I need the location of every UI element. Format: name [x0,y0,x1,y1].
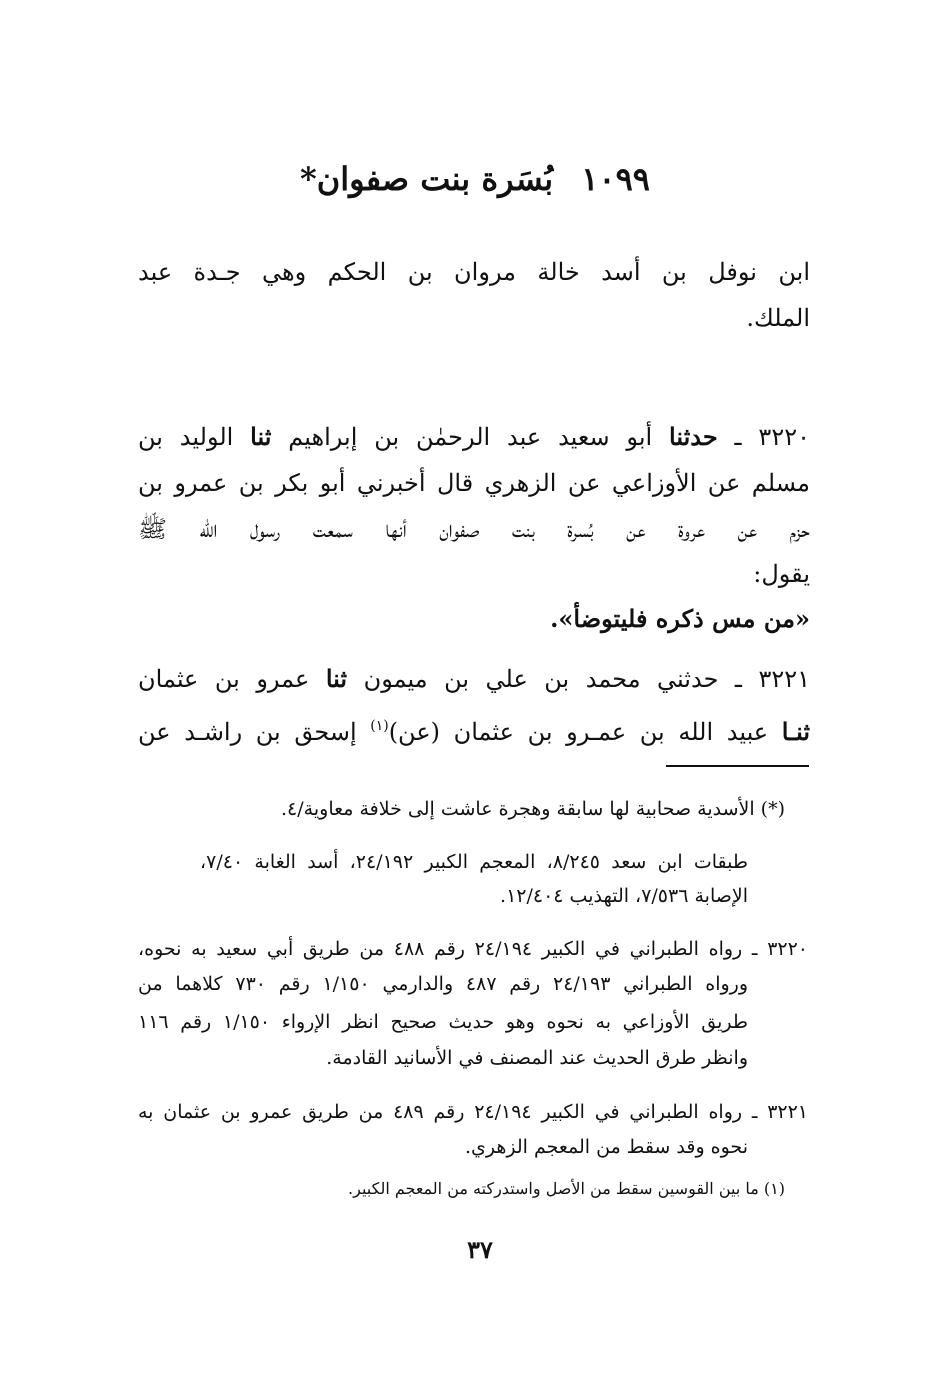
hadith-3221-text-2: عمرو بن عثمان [138,665,326,693]
hadith-3220-haddathana: حدثنا [669,422,718,451]
hadith-3220-matn: «من مس ذكره فليتوضأ». [550,604,810,633]
footnote-separator [666,765,809,767]
entry-name: بُسَرة بنت صفوان* [300,160,554,198]
footnote-sources-line-2: الإصابة ٧/٥٣٦، التهذيب ١٢/٤٠٤. [500,885,748,907]
footnote-1: (١) ما بين القوسين سقط من الأصل واستدركته من المعجم الكبير. [348,1179,785,1198]
footnote-star: (*) الأسدية صحابية لها سابقة وهجرة عاشت إلى خلافة معاوية/٤. [281,798,785,820]
footnote-marker-1: (١) [370,718,389,734]
page-number: ٣٧ [467,1235,493,1264]
footnote-3221-line-1: ٣٢٢١ ـ رواه الطبراني في الكبير ٢٤/١٩٤ رقم ٤٨٩ من طريق عمرو بن عثمان به [138,1101,809,1123]
hadith-3221-line-1 [138,664,810,694]
entry-number: ١٠٩٩ [581,160,650,198]
hadith-3220-line-1 [138,422,810,452]
intro-line-1: ابن نوفل بن أسد خالة مروان بن الحكم وهي جـدة عبد [138,258,810,286]
hadith-3221-text-4: إسحق بن راشـد عن [138,718,371,746]
hadith-3221-line-2 [138,711,810,747]
footnote-3220-line-3: طريق الأوزاعي به نحوه وهو حديث صحيح انظر الإرواء ١/١٥٠ رقم ١١٦ [138,1011,748,1033]
hadith-3221-thana: ثنا [325,664,348,693]
hadith-3221-thana-2: ثنـا [781,717,810,746]
hadith-3220-number: ٣٢٢٠ ـ [717,423,810,451]
intro-line-2: الملك. [746,304,810,332]
hadith-3220-line-4: يقول: [753,560,810,588]
footnote-3220-line-2: ورواه الطبراني ٢٤/١٩٣ رقم ٤٨٧ والدارمي ١/١٥٠ رقم ٧٣٠ كلاهما من [138,973,748,995]
footnote-3221-line-2: نحوه وقد سقط من المعجم الزهري. [464,1136,748,1158]
hadith-3220-narrator-1: أبو سعيد عبد الرحمٰن بن إبراهيم [271,423,670,451]
entry-heading [140,160,810,198]
footnote-3220-line-4: وانظر طرق الحديث عند المصنف في الأسانيد القادمة. [326,1047,748,1069]
footnote-sources-line-1: طبقات ابن سعد ٨/٢٤٥، المعجم الكبير ٢٤/١٩٢، أسد الغابة ٧/٤٠، [200,851,749,873]
hadith-3220-line-2: مسلم عن الأوزاعي عن الزهري قال أخبرني أبو بكر بن عمرو بن [138,469,810,497]
hadith-3220-thana: ثنا [250,422,272,451]
hadith-3220-narrator-2: الوليد بن [138,423,251,451]
footnote-3220-line-1: ٣٢٢٠ ـ رواه الطبراني في الكبير ٢٤/١٩٤ رقم ٤٨٨ من طريق أبي سعيد به نحوه، [138,938,809,960]
hadith-3220-line-3: حزم عن عروة عن بُسرة بنت صفوان أنها سمعت رسول الله ﷺ [138,515,810,543]
hadith-3221-text-1: ٣٢٢١ ـ حدثني محمد بن علي بن ميمون [347,665,810,693]
hadith-3221-text-3: عبيد الله بن عمـرو بن عثمان (عن) [388,718,782,746]
